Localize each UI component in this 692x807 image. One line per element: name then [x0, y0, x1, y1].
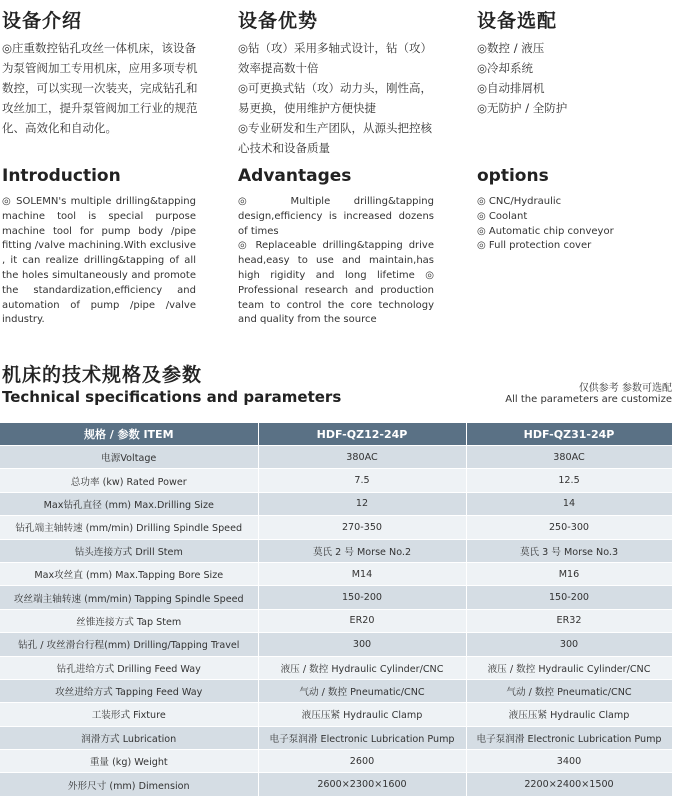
- model-1-value-cell: M14: [258, 562, 466, 585]
- header-model-2: HDF-QZ31-24P: [466, 423, 672, 446]
- advantage-item-1: ◎钻（攻）采用多轴式设计，钻（攻）效率提高数十倍: [238, 41, 433, 75]
- options-list-en: [477, 195, 677, 254]
- param-name-cell: 钻孔 / 攻丝滑台行程(mm) Drilling/Tapping Travel: [0, 633, 258, 656]
- table-row: [0, 492, 672, 515]
- table-row: [0, 726, 672, 749]
- table-row: [0, 469, 672, 492]
- model-2-value-cell: 液压压紧 Hydraulic Clamp: [466, 703, 672, 726]
- param-name-cell: 钻头连接方式 Drill Stem: [0, 539, 258, 562]
- option-item-4: ◎无防护 / 全防护: [477, 101, 568, 115]
- model-2-value-cell: ER32: [466, 609, 672, 632]
- option-en-4: ◎ Full protection cover: [477, 240, 592, 252]
- model-2-value-cell: 14: [466, 492, 672, 515]
- table-row: [0, 609, 672, 632]
- model-2-value-cell: 380AC: [466, 446, 672, 469]
- model-2-value-cell: 电子泵润滑 Electronic Lubrication Pump: [466, 726, 672, 749]
- table-row: [0, 516, 672, 539]
- intro-title-cn: 设备介绍: [2, 10, 83, 32]
- param-name-cell: 重量 (kg) Weight: [0, 750, 258, 773]
- param-name-cell: Max攻丝直 (mm) Max.Tapping Bore Size: [0, 562, 258, 585]
- option-en-2: ◎ Coolant: [477, 210, 528, 222]
- param-name-cell: 总功率 (kw) Rated Power: [0, 469, 258, 492]
- model-2-value-cell: 150-200: [466, 586, 672, 609]
- header-item: 规格 / 参数 ITEM: [0, 423, 258, 446]
- advantages-title-cn: 设备优势: [238, 10, 319, 32]
- model-1-value-cell: 莫氏 2 号 Morse No.2: [258, 539, 466, 562]
- model-1-value-cell: 300: [258, 633, 466, 656]
- advantages-list-cn: [238, 38, 438, 158]
- model-1-value-cell: 液压压紧 Hydraulic Clamp: [258, 703, 466, 726]
- model-1-value-cell: 2600: [258, 750, 466, 773]
- specs-title-cn: 机床的技术规格及参数: [2, 364, 203, 386]
- model-2-value-cell: 250-300: [466, 516, 672, 539]
- param-name-cell: 攻丝进给方式 Tapping Feed Way: [0, 679, 258, 702]
- table-row: [0, 750, 672, 773]
- model-2-value-cell: 液压 / 数控 Hydraulic Cylinder/CNC: [466, 656, 672, 679]
- intro-title-en: Introduction: [2, 166, 121, 186]
- param-name-cell: 外形尺寸 (mm) Dimension: [0, 773, 258, 796]
- intro-text-en: ◎ SOLEMN's multiple drilling&tapping machine tool is special purpose machine tool for pump body /pipe fitting /valve machining.With exclusive , it can realize drilling&tapping of all the holes simultaneously and promote the standardization,efficiency and automation of pump /pipe /valve industry.: [2, 196, 196, 326]
- param-name-cell: 钻孔进给方式 Drilling Feed Way: [0, 656, 258, 679]
- option-en-1: ◎ CNC/Hydraulic: [477, 196, 562, 207]
- table-row: [0, 586, 672, 609]
- model-2-value-cell: 气动 / 数控 Pneumatic/CNC: [466, 679, 672, 702]
- options-title-cn: 设备选配: [477, 10, 558, 32]
- specs-note-en: All the parameters are customize: [505, 394, 672, 405]
- specs-note-cn: 仅供参考 参数可选配: [578, 383, 672, 394]
- advantages-title-en: Advantages: [238, 166, 352, 186]
- advantage-en-2: ◎ Replaceable drilling&tapping drive head,easy to use and maintain,has high rigidity and long lifetime ◎ Professional research and production team to control the core technology and quality from the source: [238, 240, 434, 326]
- table-row: [0, 773, 672, 796]
- table-row: [0, 539, 672, 562]
- advantage-en-1: ◎ Multiple drilling&tapping design,efficiency is increased dozens of times: [238, 196, 434, 237]
- model-2-value-cell: 2200×2400×1500: [466, 773, 672, 796]
- advantage-item-2: ◎可更换式钻（攻）动力头，刚性高，易更换，使用维护方便快捷: [238, 81, 433, 115]
- model-1-value-cell: 7.5: [258, 469, 466, 492]
- param-name-cell: 钻孔端主轴转速 (mm/min) Drilling Spindle Speed: [0, 516, 258, 539]
- table-row: [0, 656, 672, 679]
- header-model-1: HDF-QZ12-24P: [258, 423, 466, 446]
- table-row: [0, 703, 672, 726]
- param-name-cell: 丝锥连接方式 Tap Stem: [0, 609, 258, 632]
- model-1-value-cell: 液压 / 数控 Hydraulic Cylinder/CNC: [258, 656, 466, 679]
- param-name-cell: 攻丝端主轴转速 (mm/min) Tapping Spindle Speed: [0, 586, 258, 609]
- model-1-value-cell: ER20: [258, 609, 466, 632]
- table-row: [0, 446, 672, 469]
- param-name-cell: 工装形式 Fixture: [0, 703, 258, 726]
- table-row: [0, 562, 672, 585]
- model-2-value-cell: 12.5: [466, 469, 672, 492]
- specs-header-row: [0, 423, 672, 446]
- advantages-text-en: [238, 195, 434, 328]
- param-name-cell: 电源Voltage: [0, 446, 258, 469]
- model-2-value-cell: 莫氏 3 号 Morse No.3: [466, 539, 672, 562]
- intro-text-cn: ◎庄重数控钻孔攻丝一体机床，该设备为泵管阀加工专用机床，应用多项专机数控，可以实现一次装夹，完成钻孔和攻丝加工，提升泵管阀加工行业的规范化、高效化和自动化。: [2, 41, 198, 135]
- specs-title-en: Technical specifications and parameters: [2, 388, 342, 406]
- param-name-cell: 润滑方式 Lubrication: [0, 726, 258, 749]
- option-item-2: ◎冷却系统: [477, 61, 534, 75]
- model-1-value-cell: 380AC: [258, 446, 466, 469]
- specs-table-body: [0, 446, 672, 796]
- table-row: [0, 633, 672, 656]
- model-1-value-cell: 电子泵润滑 Electronic Lubrication Pump: [258, 726, 466, 749]
- model-1-value-cell: 150-200: [258, 586, 466, 609]
- model-1-value-cell: 270-350: [258, 516, 466, 539]
- param-name-cell: Max钻孔直径 (mm) Max.Drilling Size: [0, 492, 258, 515]
- model-1-value-cell: 12: [258, 492, 466, 515]
- model-2-value-cell: M16: [466, 562, 672, 585]
- model-1-value-cell: 2600×2300×1600: [258, 773, 466, 796]
- option-item-1: ◎数控 / 液压: [477, 41, 545, 55]
- table-row: [0, 679, 672, 702]
- model-1-value-cell: 气动 / 数控 Pneumatic/CNC: [258, 679, 466, 702]
- model-2-value-cell: 300: [466, 633, 672, 656]
- advantage-item-3: ◎专业研发和生产团队，从源头把控核心技术和设备质量: [238, 121, 433, 155]
- options-title-en: options: [477, 166, 549, 186]
- model-2-value-cell: 3400: [466, 750, 672, 773]
- options-list-cn: [477, 38, 677, 118]
- option-en-3: ◎ Automatic chip conveyor: [477, 225, 614, 237]
- option-item-3: ◎自动排屑机: [477, 81, 545, 95]
- specs-table: [0, 423, 673, 796]
